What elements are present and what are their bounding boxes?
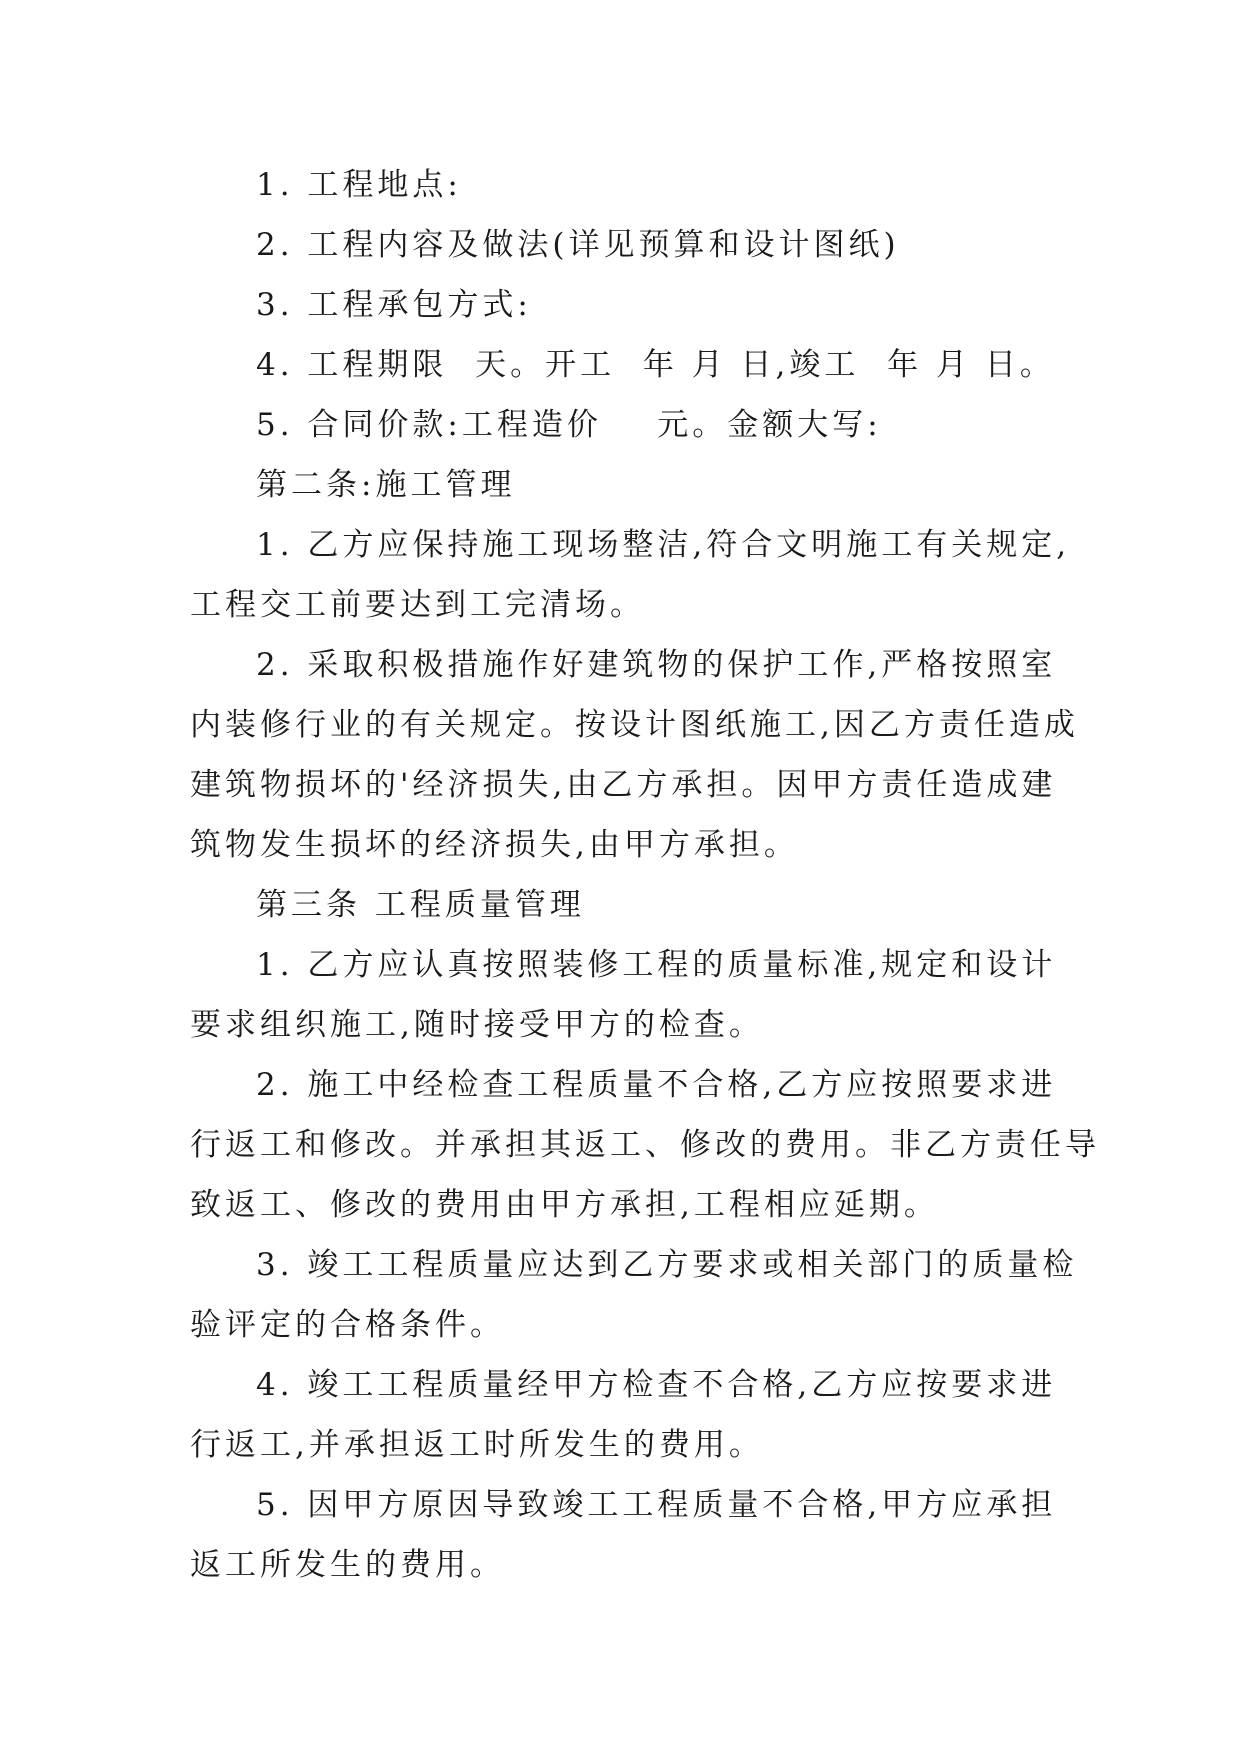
paragraph-line: 工程交工前要达到工完清场。 xyxy=(190,587,645,623)
paragraph-line: 行返工和修改。并承担其返工、修改的费用。非乙方责任导 xyxy=(190,1127,1100,1163)
paragraph-line: 要求组织施工,随时接受甲方的检查。 xyxy=(190,1007,764,1043)
paragraph-line: 返工所发生的费用。 xyxy=(190,1547,505,1583)
paragraph-line: 2. 施工中经检查工程质量不合格,乙方应按照要求进 xyxy=(256,1067,1057,1103)
paragraph-line: 1. 乙方应保持施工现场整洁,符合文明施工有关规定, xyxy=(256,527,1071,563)
paragraph-line: 1. 乙方应认真按照装修工程的质量标准,规定和设计 xyxy=(256,947,1057,983)
paragraph-line: 致返工、修改的费用由甲方承担,工程相应延期。 xyxy=(190,1187,939,1223)
paragraph-line: 4. 竣工工程质量经甲方检查不合格,乙方应按要求进 xyxy=(256,1367,1057,1403)
paragraph-line: 行返工,并承担返工时所发生的费用。 xyxy=(190,1427,764,1463)
paragraph-line: 筑物发生损坏的经济损失,由甲方承担。 xyxy=(190,827,799,863)
clause-item-1-location: 1. 工程地点: xyxy=(256,167,462,203)
paragraph-line: 3. 竣工工程质量应达到乙方要求或相关部门的质量检 xyxy=(256,1247,1078,1283)
paragraph-line: 内装修行业的有关规定。按设计图纸施工,因乙方责任造成 xyxy=(190,707,1079,743)
clause-item-2-content: 2. 工程内容及做法(详见预算和设计图纸) xyxy=(256,227,900,263)
paragraph-line: 2. 采取积极措施作好建筑物的保护工作,严格按照室 xyxy=(256,647,1057,683)
clause-item-5-price: 5. 合同价款:工程造价 元。金额大写: xyxy=(256,407,882,443)
paragraph-line: 5. 因甲方原因导致竣工工程质量不合格,甲方应承担 xyxy=(256,1487,1057,1523)
section-heading-article-2: 第二条:施工管理 xyxy=(256,467,516,503)
clause-item-3-contract-mode: 3. 工程承包方式: xyxy=(256,287,532,323)
paragraph-line: 验评定的合格条件。 xyxy=(190,1307,505,1343)
clause-item-4-duration: 4. 工程期限 天。开工 年 月 日,竣工 年 月 日。 xyxy=(256,347,1055,383)
paragraph-line: 建筑物损坏的'经济损失,由乙方承担。因甲方责任造成建 xyxy=(190,767,1057,803)
section-heading-article-3: 第三条 工程质量管理 xyxy=(256,887,585,923)
